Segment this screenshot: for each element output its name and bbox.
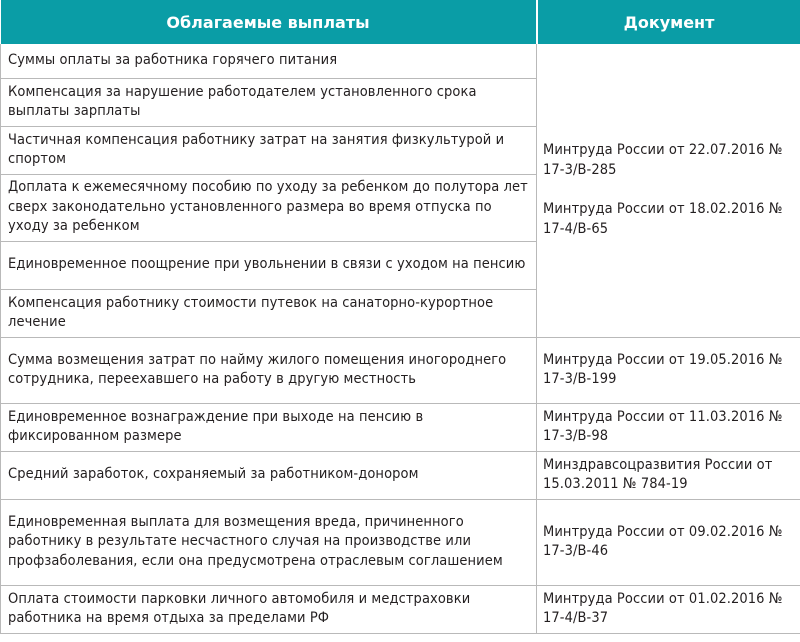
document-cell-merged [537, 44, 800, 337]
table-row [1, 585, 800, 633]
table-row [1, 337, 800, 403]
document-cell: Минтруда России от 11.03.2016 № 17-3/В-98 [537, 403, 800, 451]
document-text: Минтруда России от 22.07.2016 № 17-3/В-285 [543, 142, 783, 178]
payment-cell: Доплата к ежемесячному пособию по уходу за ребенком до полутора лет сверх законодательно установленного размера во время отпуска по уходу за ребенком [1, 174, 537, 241]
table-row [1, 44, 800, 78]
header-document: Документ [537, 0, 800, 44]
payment-cell: Сумма возмещения затрат по найму жилого помещения иногороднего сотрудника, переехавшего на работу в другую местность [1, 337, 537, 403]
table-row [1, 403, 800, 451]
document-cell: Минздравсоцразвития России от 15.03.2011 № 784-19 [537, 451, 800, 499]
document-cell: Минтруда России от 09.02.2016 № 17-3/В-46 [537, 499, 800, 585]
payment-cell: Компенсация за нарушение работодателем установленного срока выплаты зарплаты [1, 78, 537, 126]
document-text: Минтруда России от 18.02.2016 № 17-4/В-65 [543, 201, 783, 237]
header-payments: Облагаемые выплаты [1, 0, 537, 44]
payment-cell: Оплата стоимости парковки личного автомобиля и медстраховки работника на время отдыха за пределами РФ [1, 585, 537, 633]
table-header-row [1, 0, 800, 44]
payment-cell: Суммы оплаты за работника горячего питания [1, 44, 537, 78]
payment-cell: Единовременное вознаграждение при выходе на пенсию в фиксированном размере [1, 403, 537, 451]
payment-cell: Частичная компенсация работнику затрат на занятия физкультурой и спортом [1, 126, 537, 174]
payment-cell: Единовременная выплата для возмещения вреда, причиненного работнику в результате несчастного случая на производстве или профзаболевания, если она предусмотрена отраслевым соглашением [1, 499, 537, 585]
payment-cell: Единовременное поощрение при увольнении в связи с уходом на пенсию [1, 241, 537, 289]
document-cell: Минтруда России от 01.02.2016 № 17-4/В-37 [537, 585, 800, 633]
payment-cell: Компенсация работнику стоимости путевок на санаторно-курортное лечение [1, 289, 537, 337]
table-row [1, 451, 800, 499]
table-row [1, 499, 800, 585]
payment-cell: Средний заработок, сохраняемый за работником-донором [1, 451, 537, 499]
document-cell: Минтруда России от 19.05.2016 № 17-3/В-199 [537, 337, 800, 403]
